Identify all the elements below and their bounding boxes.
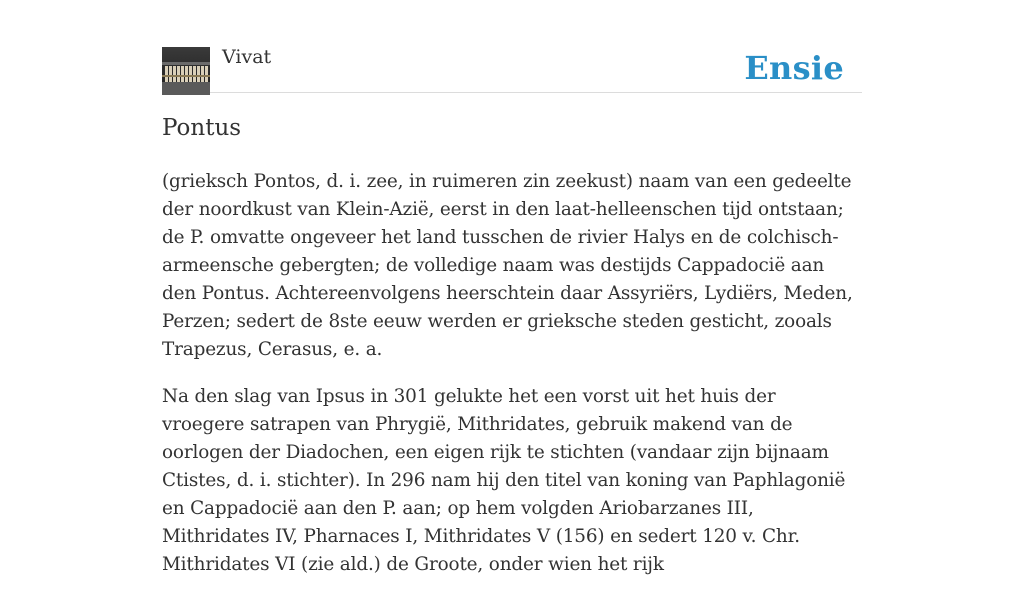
book-spines-icon <box>162 47 210 95</box>
article-paragraph: Na den slag van Ipsus in 301 gelukte het een vorst uit het huis der vroegere satrapen van Phrygië, Mithridates, gebruik makend van de oorlogen der Diadochen, een eigen rijk te stichten (vandaar zijn bijnaam Ctistes, d. i. stichter). In 296 nam hij den titel van koning van Paphlagonië en Cappadocië aan den P. aan; op hem volgden Ariobarzanes III, Mithridates IV, Pharnaces I, Mithridates V (156) en sedert 120 v. Chr. Mithridates VI (zie ald.) de Groote, onder wien het rijk <box>162 386 846 575</box>
article-title: Pontus <box>162 115 242 141</box>
source-avatar[interactable] <box>162 47 210 95</box>
article-page <box>162 0 862 575</box>
article-header <box>162 0 862 93</box>
source-name[interactable]: Vivat <box>222 46 272 68</box>
brand-logo[interactable]: Ensie <box>744 49 844 87</box>
article-paragraph: (grieksch Pontos, d. i. zee, in ruimeren zin zeekust) naam van een gedeelte der noordkust van Klein-Azië, eerst in den laat-helleenschen tijd ontstaan; de P. omvatte ongeveer het land tusschen de rivier Halys en de colchisch-armeensche gebergten; de volledige naam was destijds Cappadocië aan den Pontus. Achtereenvolgens heerschtein daar Assyriërs, Lydiërs, Meden, Perzen; sedert de 8ste eeuw werden er grieksche steden gesticht, zooals Trapezus, Cerasus, e. a. <box>162 171 853 360</box>
article-body <box>162 168 862 598</box>
